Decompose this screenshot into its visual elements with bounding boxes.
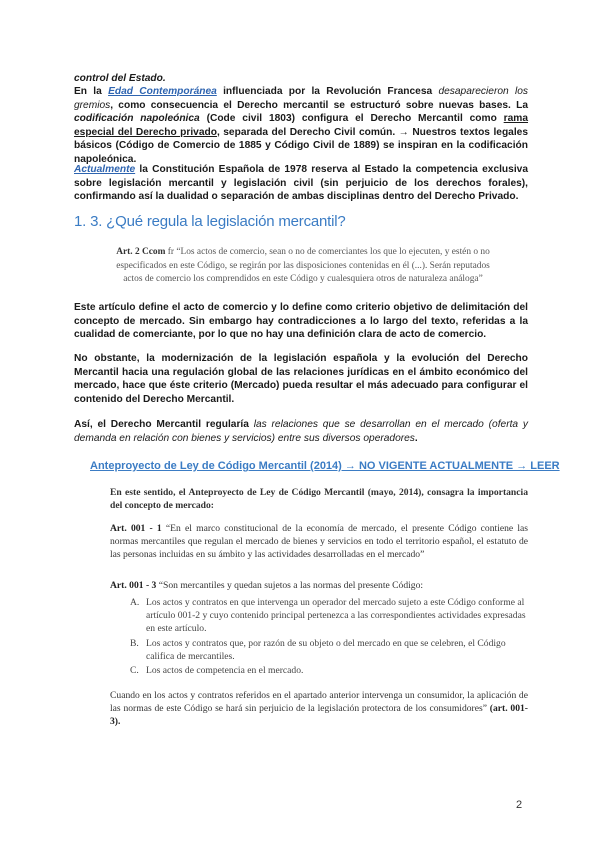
paragraph-control-estado: control del Estado. [74, 73, 166, 84]
link-anteproyecto[interactable]: Anteproyecto de Ley de Código Mercantil (2014) → NO VIGENTE ACTUALMENTE → LEER [90, 460, 560, 472]
paragraph-modernizacion: No obstante, la modernización de la legislación española y la evolución del Derecho Mercantil hacia una regulación global de las relaciones jurídicas en el ámbito económico del mercado, hace que éste criterio (Mercado) pueda resultar el más adecuado para configurar el contenido del Derecho Mercantil. [74, 353, 528, 405]
quote-art-001-1: Art. 001 - 1 “En el marco constitucional de la economía de mercado, el presente Código contiene las normas mercantiles que regulan el mercado de bienes y servicios en todo el territorio español, el estatuto de las personas incluidas en su ámbito y las actividades desarrolladas en el mercado” [110, 523, 529, 561]
paragraph-derecho-mercantil: Así, el Derecho Mercantil regularía las relaciones que se desarrollan en el mercado (oferta y demanda en relación con bienes y servicios) entre sus diversos operadores. [74, 419, 528, 444]
ordered-list [130, 596, 528, 678]
page-number: 2 [516, 799, 523, 811]
paragraph-edad-contemporanea: En la Edad Contemporánea influenciada por la Revolución Francesa desaparecieron los gremios, como consecuencia el Derecho mercantil se estructuró sobre nuevas bases. La codificación napoleónica (Code civil 1803) configura el Derecho Mercantil como rama especial del Derecho privado, separada del Derecho Civil común. → Nuestros textos legales básicos (Código de Comercio de 1885 y Código Civil de 1889) se inspiran en la codificación napoleónica. [74, 86, 529, 165]
link-edad-contemporanea[interactable]: Edad Contemporánea [108, 86, 217, 97]
link-actualmente[interactable]: Actualmente [74, 164, 136, 175]
list-item: A. Los actos y contratos en que intervenga un operador del mercado sujeto a este Código conforme al artículo 001-2 y cuyo contenido principal pertenezca a las correspondientes actividades expresadas en este artículo. [130, 597, 526, 635]
paragraph-anteproyecto-intro: En este sentido, el Anteproyecto de Ley de Código Mercantil (mayo, 2014), consagra la importancia del concepto de mercado: [110, 487, 528, 512]
paragraph-actualmente: Actualmente la Constitución Española de 1978 reserva al Estado la competencia exclusiva sobre legislación mercantil y legislación civil (sin perjuicio de los derechos forales), confirmando así la dualidad o separación de ambas disciplinas dentro del Derecho Privado. [74, 164, 528, 203]
quote-art-001-3: Art. 001 - 3 “Son mercantiles y quedan sujetos a las normas del presente Código: [110, 580, 424, 591]
paragraph-consumidor: Cuando en los actos y contratos referidos en el apartado anterior intervenga un consumidor, la aplicación de las normas de este Código se hará sin perjuicio de la legislación protectora de los consumidores” (art. 001-3). [110, 690, 528, 728]
list-item: C. Los actos de competencia en el mercado. [130, 665, 304, 677]
quote-art-2-ccom: Art. 2 Ccom fr “Los actos de comercio, sean o no de comerciantes los que lo ejecuten, y estén o no especificados en este Código, se regirán por las disposiciones contenidas en él (...). Serán reputados actos de comercio los comprendidos en este Código y cualesquiera otros de naturaleza análoga” [116, 247, 490, 285]
section-heading: 1. 3. ¿Qué regula la legislación mercantil? [74, 213, 346, 230]
paragraph-acto-comercio: Este artículo define el acto de comercio y lo define como criterio objetivo de delimitación del concepto de mercado. Sin embargo hay contradicciones a lo largo del texto, referidas a la cualidad de comerciante, por lo que no hay una definición clara de acto de comercio. [74, 302, 528, 341]
list-item: B. Los actos y contratos que, por razón de su objeto o del mercado en que se celebren, el Código califica de mercantiles. [130, 637, 506, 662]
